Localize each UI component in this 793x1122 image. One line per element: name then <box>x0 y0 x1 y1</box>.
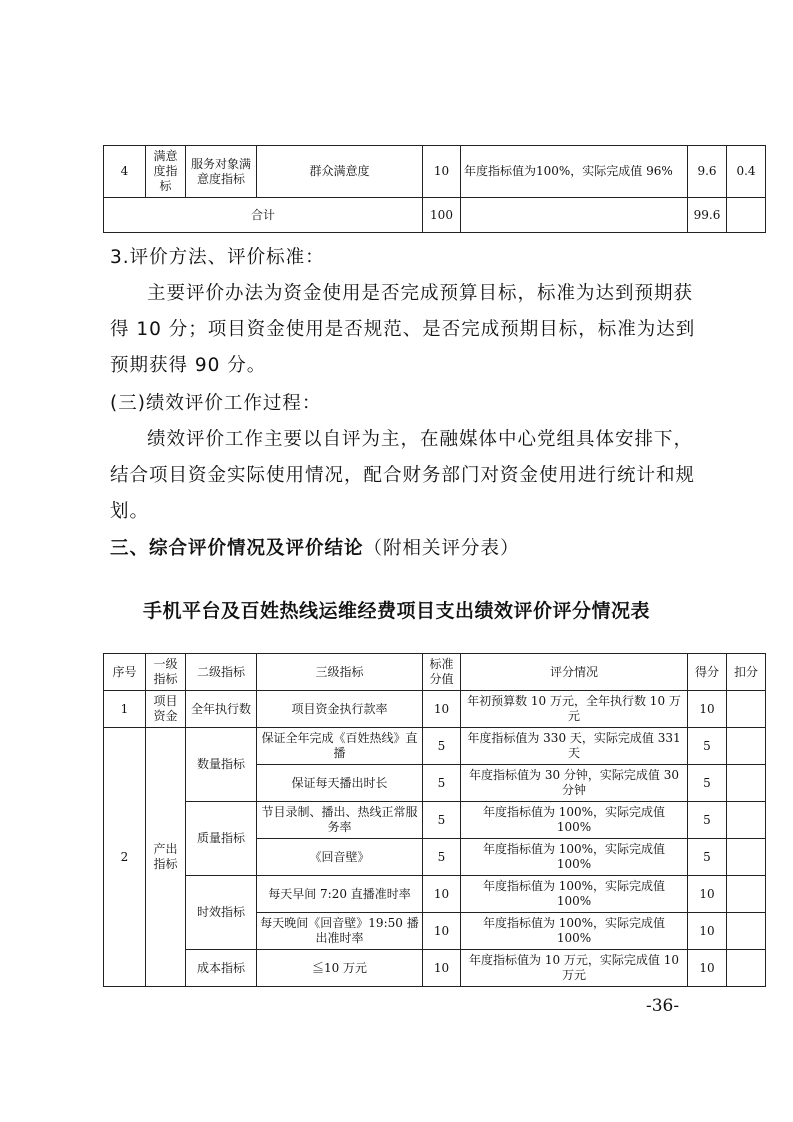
deduction-cell <box>727 728 766 765</box>
deduction-cell <box>727 691 766 728</box>
level3-indicator: 每天早间 7:20 直播准时率 <box>257 876 423 913</box>
score-cell: 10 <box>688 691 727 728</box>
evaluation-cell: 年度指标值为 100%，实际完成值 100% <box>461 839 688 876</box>
deduction-cell <box>727 913 766 950</box>
score-cell: 5 <box>688 802 727 839</box>
level2-indicator: 全年执行数 <box>186 691 257 728</box>
page-number: -36- <box>646 996 680 1016</box>
total-label: 合计 <box>104 198 423 233</box>
evaluation-cell: 年度指标值为 100%，实际完成值 100% <box>461 802 688 839</box>
level3-indicator: 节目录制、播出、热线正常服务率 <box>257 802 423 839</box>
evaluation-cell: 年初预算数 10 万元，全年执行数 10 万元 <box>461 691 688 728</box>
level3-indicator: 每天晚间《回音壁》19:50 播出准时率 <box>257 913 423 950</box>
weight-cell: 5 <box>423 839 461 876</box>
part-3-heading-main: 三、综合评价情况及评价结论 <box>110 538 364 559</box>
table-row <box>104 876 766 913</box>
deduction-cell: 0.4 <box>727 146 766 198</box>
total-weight: 100 <box>423 198 461 233</box>
score-table <box>103 653 766 987</box>
evaluation-cell: 年度指标值为 10 万元，实际完成值 10 万元 <box>461 950 688 987</box>
evaluation-cell: 年度指标值为 100%，实际完成值 100% <box>461 876 688 913</box>
score-cell: 10 <box>688 876 727 913</box>
header-weight: 标准分值 <box>423 654 461 691</box>
level3-indicator: 《回音壁》 <box>257 839 423 876</box>
subsection-text: 绩效评价工作主要以自评为主，在融媒体中心党组具体安排下，结合项目资金实际使用情况，配合财务部门对资金使用进行统计和规划。 <box>110 429 696 522</box>
total-row <box>104 198 766 233</box>
level3-indicator: 项目资金执行款率 <box>257 691 423 728</box>
subsection-heading: (三)绩效评价工作过程： <box>110 393 322 414</box>
deduction-cell <box>727 950 766 987</box>
deduction-cell <box>727 802 766 839</box>
weight-cell: 10 <box>423 950 461 987</box>
header-level1: 一级指标 <box>146 654 186 691</box>
header-deduction: 扣分 <box>727 654 766 691</box>
score-cell: 9.6 <box>688 146 727 198</box>
part-3-heading-note: （附相关评分表） <box>363 538 520 559</box>
total-deduction <box>727 198 766 233</box>
row-number: 4 <box>104 146 146 198</box>
header-no: 序号 <box>104 654 146 691</box>
header-level2: 二级指标 <box>186 654 257 691</box>
table-row <box>104 950 766 987</box>
total-score: 99.6 <box>688 198 727 233</box>
row-number: 2 <box>104 728 146 987</box>
level1-indicator: 产出指标 <box>146 728 186 987</box>
level3-indicator: 保证每天播出时长 <box>257 765 423 802</box>
weight-cell: 5 <box>423 802 461 839</box>
level3-indicator: ≦10 万元 <box>257 950 423 987</box>
total-evaluation <box>461 198 688 233</box>
deduction-cell <box>727 839 766 876</box>
table-row <box>104 802 766 839</box>
weight-cell: 10 <box>423 876 461 913</box>
evaluation-cell: 年度指标值为100%，实际完成值 96% <box>461 146 688 198</box>
weight-cell: 5 <box>423 728 461 765</box>
level2-indicator-timeliness: 时效指标 <box>186 876 257 950</box>
header-level3: 三级指标 <box>257 654 423 691</box>
level3-indicator: 保证全年完成《百姓热线》直播 <box>257 728 423 765</box>
score-cell: 5 <box>688 839 727 876</box>
top-score-table <box>103 145 766 233</box>
weight-cell: 5 <box>423 765 461 802</box>
table-row <box>104 691 766 728</box>
section-3-heading: 3.评价方法、评价标准： <box>110 247 325 268</box>
evaluation-cell: 年度指标值为 100%，实际完成值 100% <box>461 913 688 950</box>
level2-indicator-quantity: 数量指标 <box>186 728 257 802</box>
weight-cell: 10 <box>423 691 461 728</box>
evaluation-cell: 年度指标值为 330 天，实际完成值 331 天 <box>461 728 688 765</box>
score-cell: 5 <box>688 728 727 765</box>
level2-indicator-cost: 成本指标 <box>186 950 257 987</box>
score-cell: 10 <box>688 913 727 950</box>
deduction-cell <box>727 765 766 802</box>
section-3-text: 主要评价办法为资金使用是否完成预算目标，标准为达到预期获得 10 分；项目资金使用是否规范、是否完成预期目标，标准为达到预期获得 90 分。 <box>110 283 696 376</box>
table-row <box>104 728 766 765</box>
deduction-cell <box>727 876 766 913</box>
level3-indicator: 群众满意度 <box>257 146 423 198</box>
weight-cell: 10 <box>423 146 461 198</box>
part-3-heading <box>110 531 710 567</box>
header-evaluation: 评分情况 <box>461 654 688 691</box>
level1-indicator: 满意度指标 <box>146 146 186 198</box>
level2-indicator: 服务对象满意度指标 <box>186 146 257 198</box>
header-row <box>104 654 766 691</box>
table-row <box>104 146 766 198</box>
evaluation-cell: 年度指标值为 30 分钟，实际完成值 30 分钟 <box>461 765 688 802</box>
score-table-title: 手机平台及百姓热线运维经费项目支出绩效评价评分情况表 <box>142 600 650 622</box>
header-score: 得分 <box>688 654 727 691</box>
row-number: 1 <box>104 691 146 728</box>
level2-indicator-quality: 质量指标 <box>186 802 257 876</box>
level1-indicator: 项目资金 <box>146 691 186 728</box>
score-cell: 10 <box>688 950 727 987</box>
score-cell: 5 <box>688 765 727 802</box>
weight-cell: 10 <box>423 913 461 950</box>
